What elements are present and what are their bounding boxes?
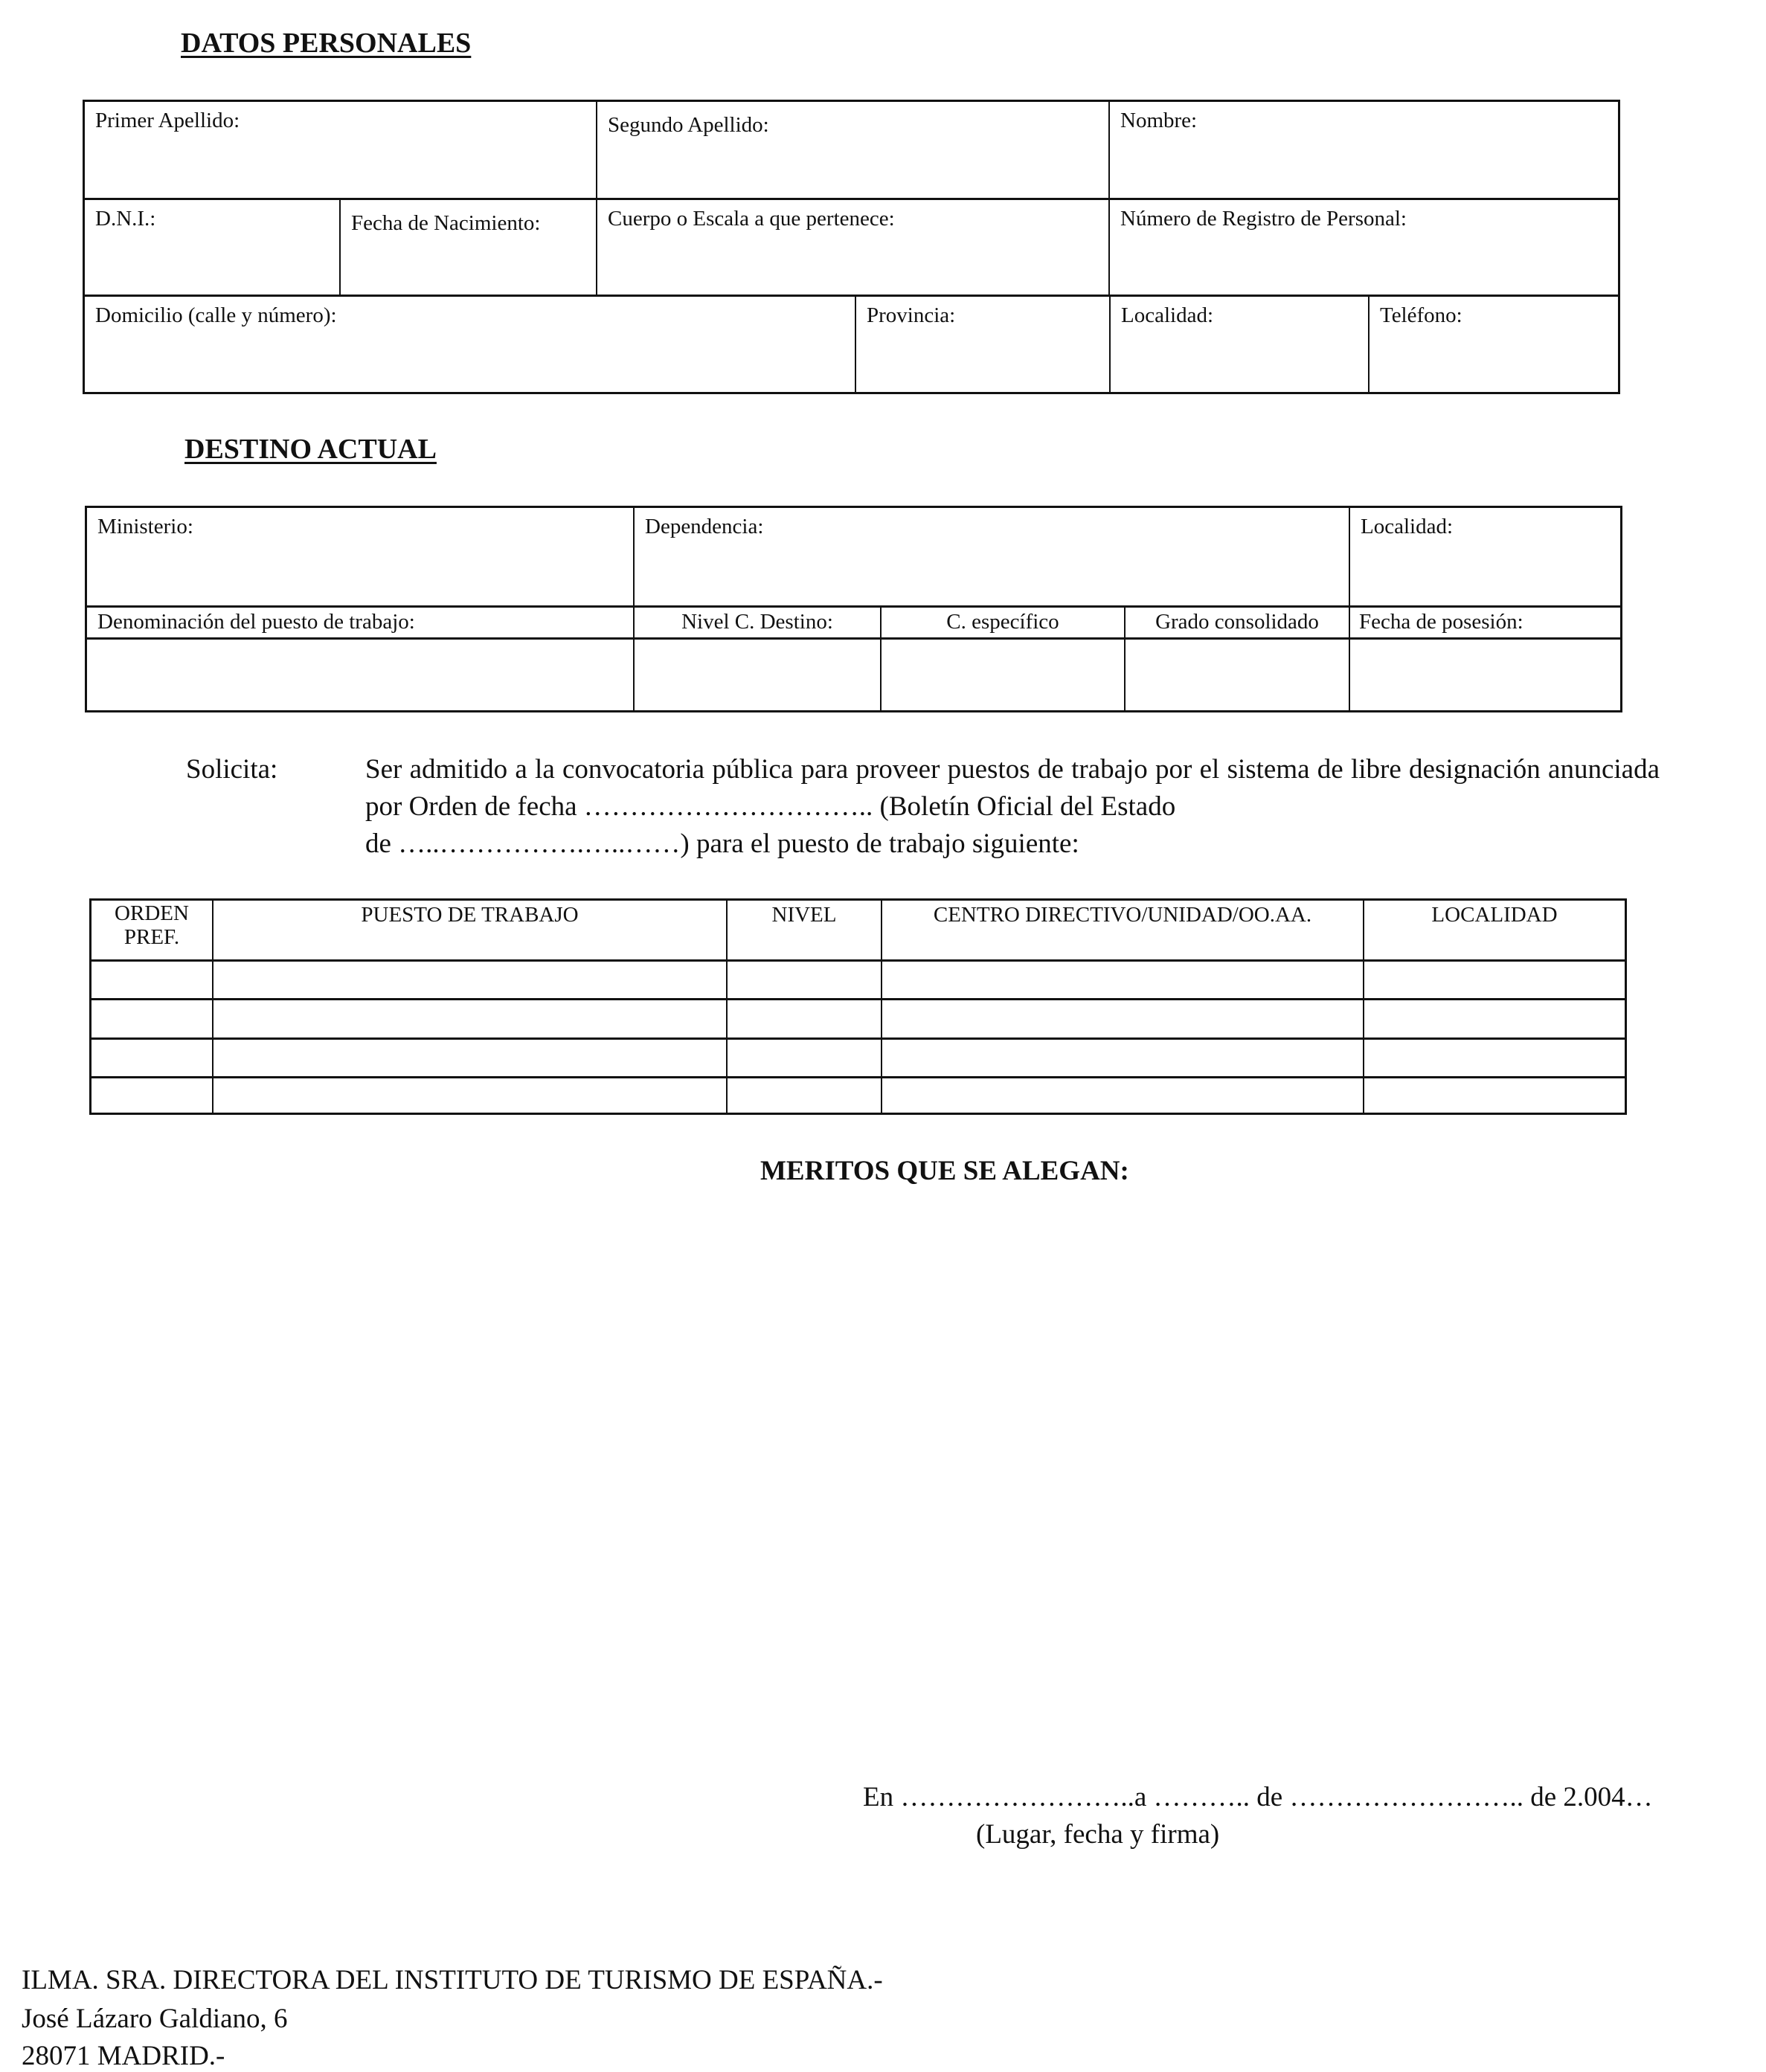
table-row-3-puesto[interactable] [213, 1040, 728, 1078]
fecha-posesion-header [1350, 608, 1620, 640]
segundo-apellido-label: Segundo Apellido: [608, 113, 769, 137]
firma-line: En ……………………..a ……….. de …………………….. de 2.004… [863, 1782, 1653, 1812]
dependencia-label: Dependencia: [645, 515, 764, 538]
c-especifico-header [882, 608, 1126, 640]
telefono-label: Teléfono: [1380, 303, 1462, 327]
nivel-c-destino-label: Nivel C. Destino: [681, 610, 833, 634]
meritos-area[interactable] [83, 1205, 1620, 1740]
provincia-field[interactable] [856, 297, 1111, 392]
header-puesto-trabajo: PUESTO DE TRABAJO [213, 901, 728, 962]
ministerio-field[interactable] [87, 508, 635, 608]
table-row-4-centro[interactable] [882, 1078, 1364, 1113]
table-row-2-localidad[interactable] [1364, 1000, 1625, 1040]
segundo-apellido-field[interactable] [597, 102, 1110, 200]
denominacion-puesto-label: Denominación del puesto de trabajo: [97, 610, 415, 634]
datos-personales-heading: DATOS PERSONALES [181, 28, 472, 59]
nivel-c-destino-header [635, 608, 882, 640]
meritos-heading: MERITOS QUE SE ALEGAN: [760, 1156, 1129, 1186]
nombre-field[interactable] [1110, 102, 1618, 200]
table-row-1-orden[interactable] [91, 962, 213, 1000]
domicilio-label: Domicilio (calle y número): [95, 303, 337, 327]
fecha-posesion-label: Fecha de posesión: [1359, 610, 1523, 634]
firma-caption: (Lugar, fecha y firma) [976, 1819, 1220, 1850]
table-row-4-localidad[interactable] [1364, 1078, 1625, 1113]
header-localidad: LOCALIDAD [1364, 901, 1625, 962]
table-row-2-centro[interactable] [882, 1000, 1364, 1040]
dni-label: D.N.I.: [95, 207, 156, 231]
cuerpo-escala-label: Cuerpo o Escala a que pertenece: [608, 207, 895, 231]
table-row-1-nivel[interactable] [728, 962, 882, 1000]
destino-actual-table [85, 506, 1622, 712]
grado-consolidado-header [1126, 608, 1350, 640]
datos-personales-table [83, 100, 1620, 394]
table-row-2-orden[interactable] [91, 1000, 213, 1040]
fecha-nacimiento-label: Fecha de Nacimiento: [351, 211, 541, 235]
nivel-c-destino-input[interactable] [635, 640, 882, 710]
fecha-posesion-input[interactable] [1350, 640, 1620, 710]
puestos-table [89, 898, 1627, 1115]
ministerio-label: Ministerio: [97, 515, 193, 538]
primer-apellido-label: Primer Apellido: [95, 109, 240, 132]
fecha-nacimiento-field[interactable] [341, 200, 597, 297]
denominacion-puesto-header [87, 608, 635, 640]
grado-consolidado-label: Grado consolidado [1155, 610, 1319, 634]
header-nivel: NIVEL [728, 901, 882, 962]
primer-apellido-field[interactable] [85, 102, 597, 200]
table-row-1-centro[interactable] [882, 962, 1364, 1000]
denominacion-puesto-input[interactable] [87, 640, 635, 710]
destinatario-line1: ILMA. SRA. DIRECTORA DEL INSTITUTO DE TURISMO DE ESPAÑA.- [22, 1965, 883, 1995]
domicilio-field[interactable] [85, 297, 856, 392]
c-especifico-input[interactable] [882, 640, 1126, 710]
table-row-3-nivel[interactable] [728, 1040, 882, 1078]
destinatario-line2: José Lázaro Galdiano, 6 [22, 2004, 288, 2034]
nombre-label: Nombre: [1120, 109, 1198, 132]
grado-consolidado-input[interactable] [1126, 640, 1350, 710]
table-row-1-puesto[interactable] [213, 962, 728, 1000]
destino-actual-heading: DESTINO ACTUAL [184, 434, 437, 465]
c-especifico-label: C. específico [946, 610, 1059, 634]
localidad-label: Localidad: [1121, 303, 1214, 327]
solicita-label: Solicita: [186, 754, 278, 785]
table-row-2-puesto[interactable] [213, 1000, 728, 1040]
provincia-label: Provincia: [867, 303, 956, 327]
table-row-4-orden[interactable] [91, 1078, 213, 1113]
solicita-text-line2: de …..…………….…..……) para el puesto de trabajo siguiente: [365, 829, 1079, 859]
header-orden-pref: ORDEN PREF. [91, 901, 213, 962]
telefono-field[interactable] [1370, 297, 1618, 392]
table-row-3-centro[interactable] [882, 1040, 1364, 1078]
solicita-text-line1: Ser admitido a la convocatoria pública para proveer puestos de trabajo por el sistema de libre designación anunciada por Orden de fecha ………………………….. (Boletín Oficial del Estado [365, 754, 1660, 822]
header-centro-directivo: CENTRO DIRECTIVO/UNIDAD/OO.AA. [882, 901, 1364, 962]
table-row-4-nivel[interactable] [728, 1078, 882, 1113]
destino-localidad-field[interactable] [1350, 508, 1620, 608]
dni-field[interactable] [85, 200, 341, 297]
destino-localidad-label: Localidad: [1361, 515, 1454, 538]
table-row-4-puesto[interactable] [213, 1078, 728, 1113]
destinatario-line3: 28071 MADRID.- [22, 2041, 225, 2071]
table-row-1-localidad[interactable] [1364, 962, 1625, 1000]
localidad-field[interactable] [1111, 297, 1370, 392]
numero-registro-label: Número de Registro de Personal: [1120, 207, 1407, 231]
dependencia-field[interactable] [635, 508, 1350, 608]
solicita-text [365, 751, 1660, 863]
numero-registro-field[interactable] [1110, 200, 1618, 297]
table-row-3-localidad[interactable] [1364, 1040, 1625, 1078]
table-row-2-nivel[interactable] [728, 1000, 882, 1040]
table-row-3-orden[interactable] [91, 1040, 213, 1078]
cuerpo-escala-field[interactable] [597, 200, 1110, 297]
